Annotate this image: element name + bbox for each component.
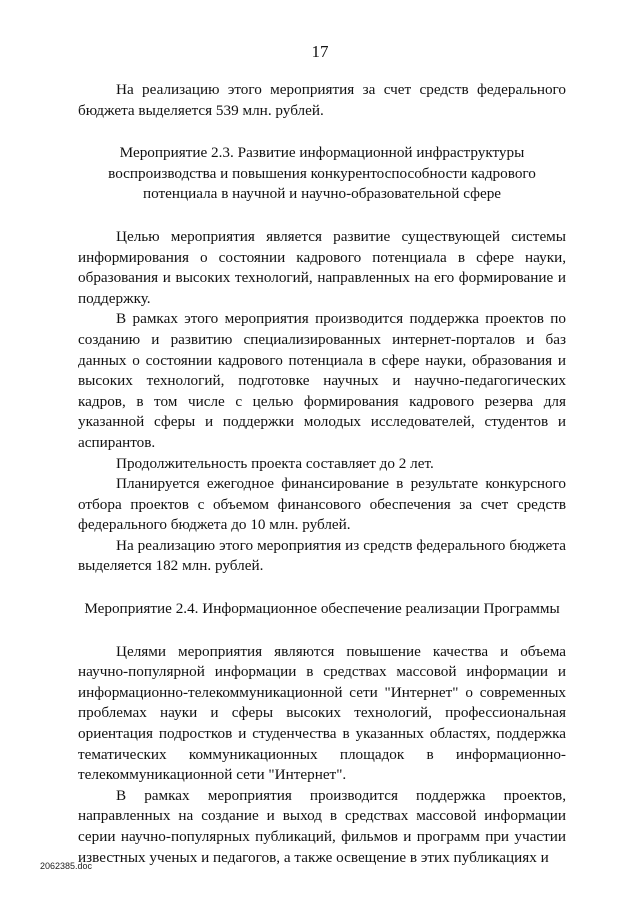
paragraph-2-3-funding: На реализацию этого мероприятия из средств федерального бюджета выделяется 182 млн. рублей. [78,536,566,575]
paragraph-2-3-duration: Продолжительность проекта составляет до 2 лет. [116,454,434,472]
paragraph-funding-2-2: На реализацию этого мероприятия за счет средств федерального бюджета выделяется 539 млн. рублей. [78,81,566,119]
section-heading-2-3: Мероприятие 2.3. Развитие информационной инфраструктуры воспроизводства и повышения конкурентоспособности кадрового потенциала в научной и научно-образовательной сфере [108,144,536,203]
paragraph-2-4-goals: Целями мероприятия являются повышение качества и объема научно-популярной информации в средствах массовой информации и информационно-телекоммуникационной сети "Интернет" о современных проблемах науки и сферы высоких технологий, профессиональная ориентация подростков и студенчества в указанных областях, поддержка тематических коммуникационных площадок в информационно-телекоммуникационной сети "Интернет". [78,642,566,784]
paragraph-2-4-scope: В рамках мероприятия производится поддержка проектов, направленных на создание и выход в средствах массовой информации серии научно-популярных публикаций, фильмов и программ при участии известных ученых и педагогов, а также освещение в этих публикациях и [78,786,566,866]
paragraph-2-3-scope: В рамках этого мероприятия производится поддержка проектов по созданию и развитию специализированных интернет-порталов и баз данных о состоянии кадрового потенциала в сфере науки, образования и высоких технологий, подготовке научных и научно-педагогических кадров, в том числе с целью формирования кадрового резерва для указанной сферы и поддержки молодых исследователей, студентов и аспирантов. [78,310,566,451]
page-number: 17 [311,42,329,61]
document-footer-filename: 2062385.doc [40,861,93,871]
document-body [78,80,566,868]
section-heading-2-4: Мероприятие 2.4. Информационное обеспечение реализации Программы [84,600,560,618]
paragraph-2-3-financing: Планируется ежегодное финансирование в результате конкурсного отбора проектов с объемом финансового обеспечения за счет средств федерального бюджета до 10 млн. рублей. [78,475,566,534]
paragraph-2-3-goal: Целью мероприятия является развитие существующей системы информирования о состоянии кадрового потенциала в сфере науки, образования и высоких технологий, направленных на его формирование и поддержку. [78,227,566,307]
